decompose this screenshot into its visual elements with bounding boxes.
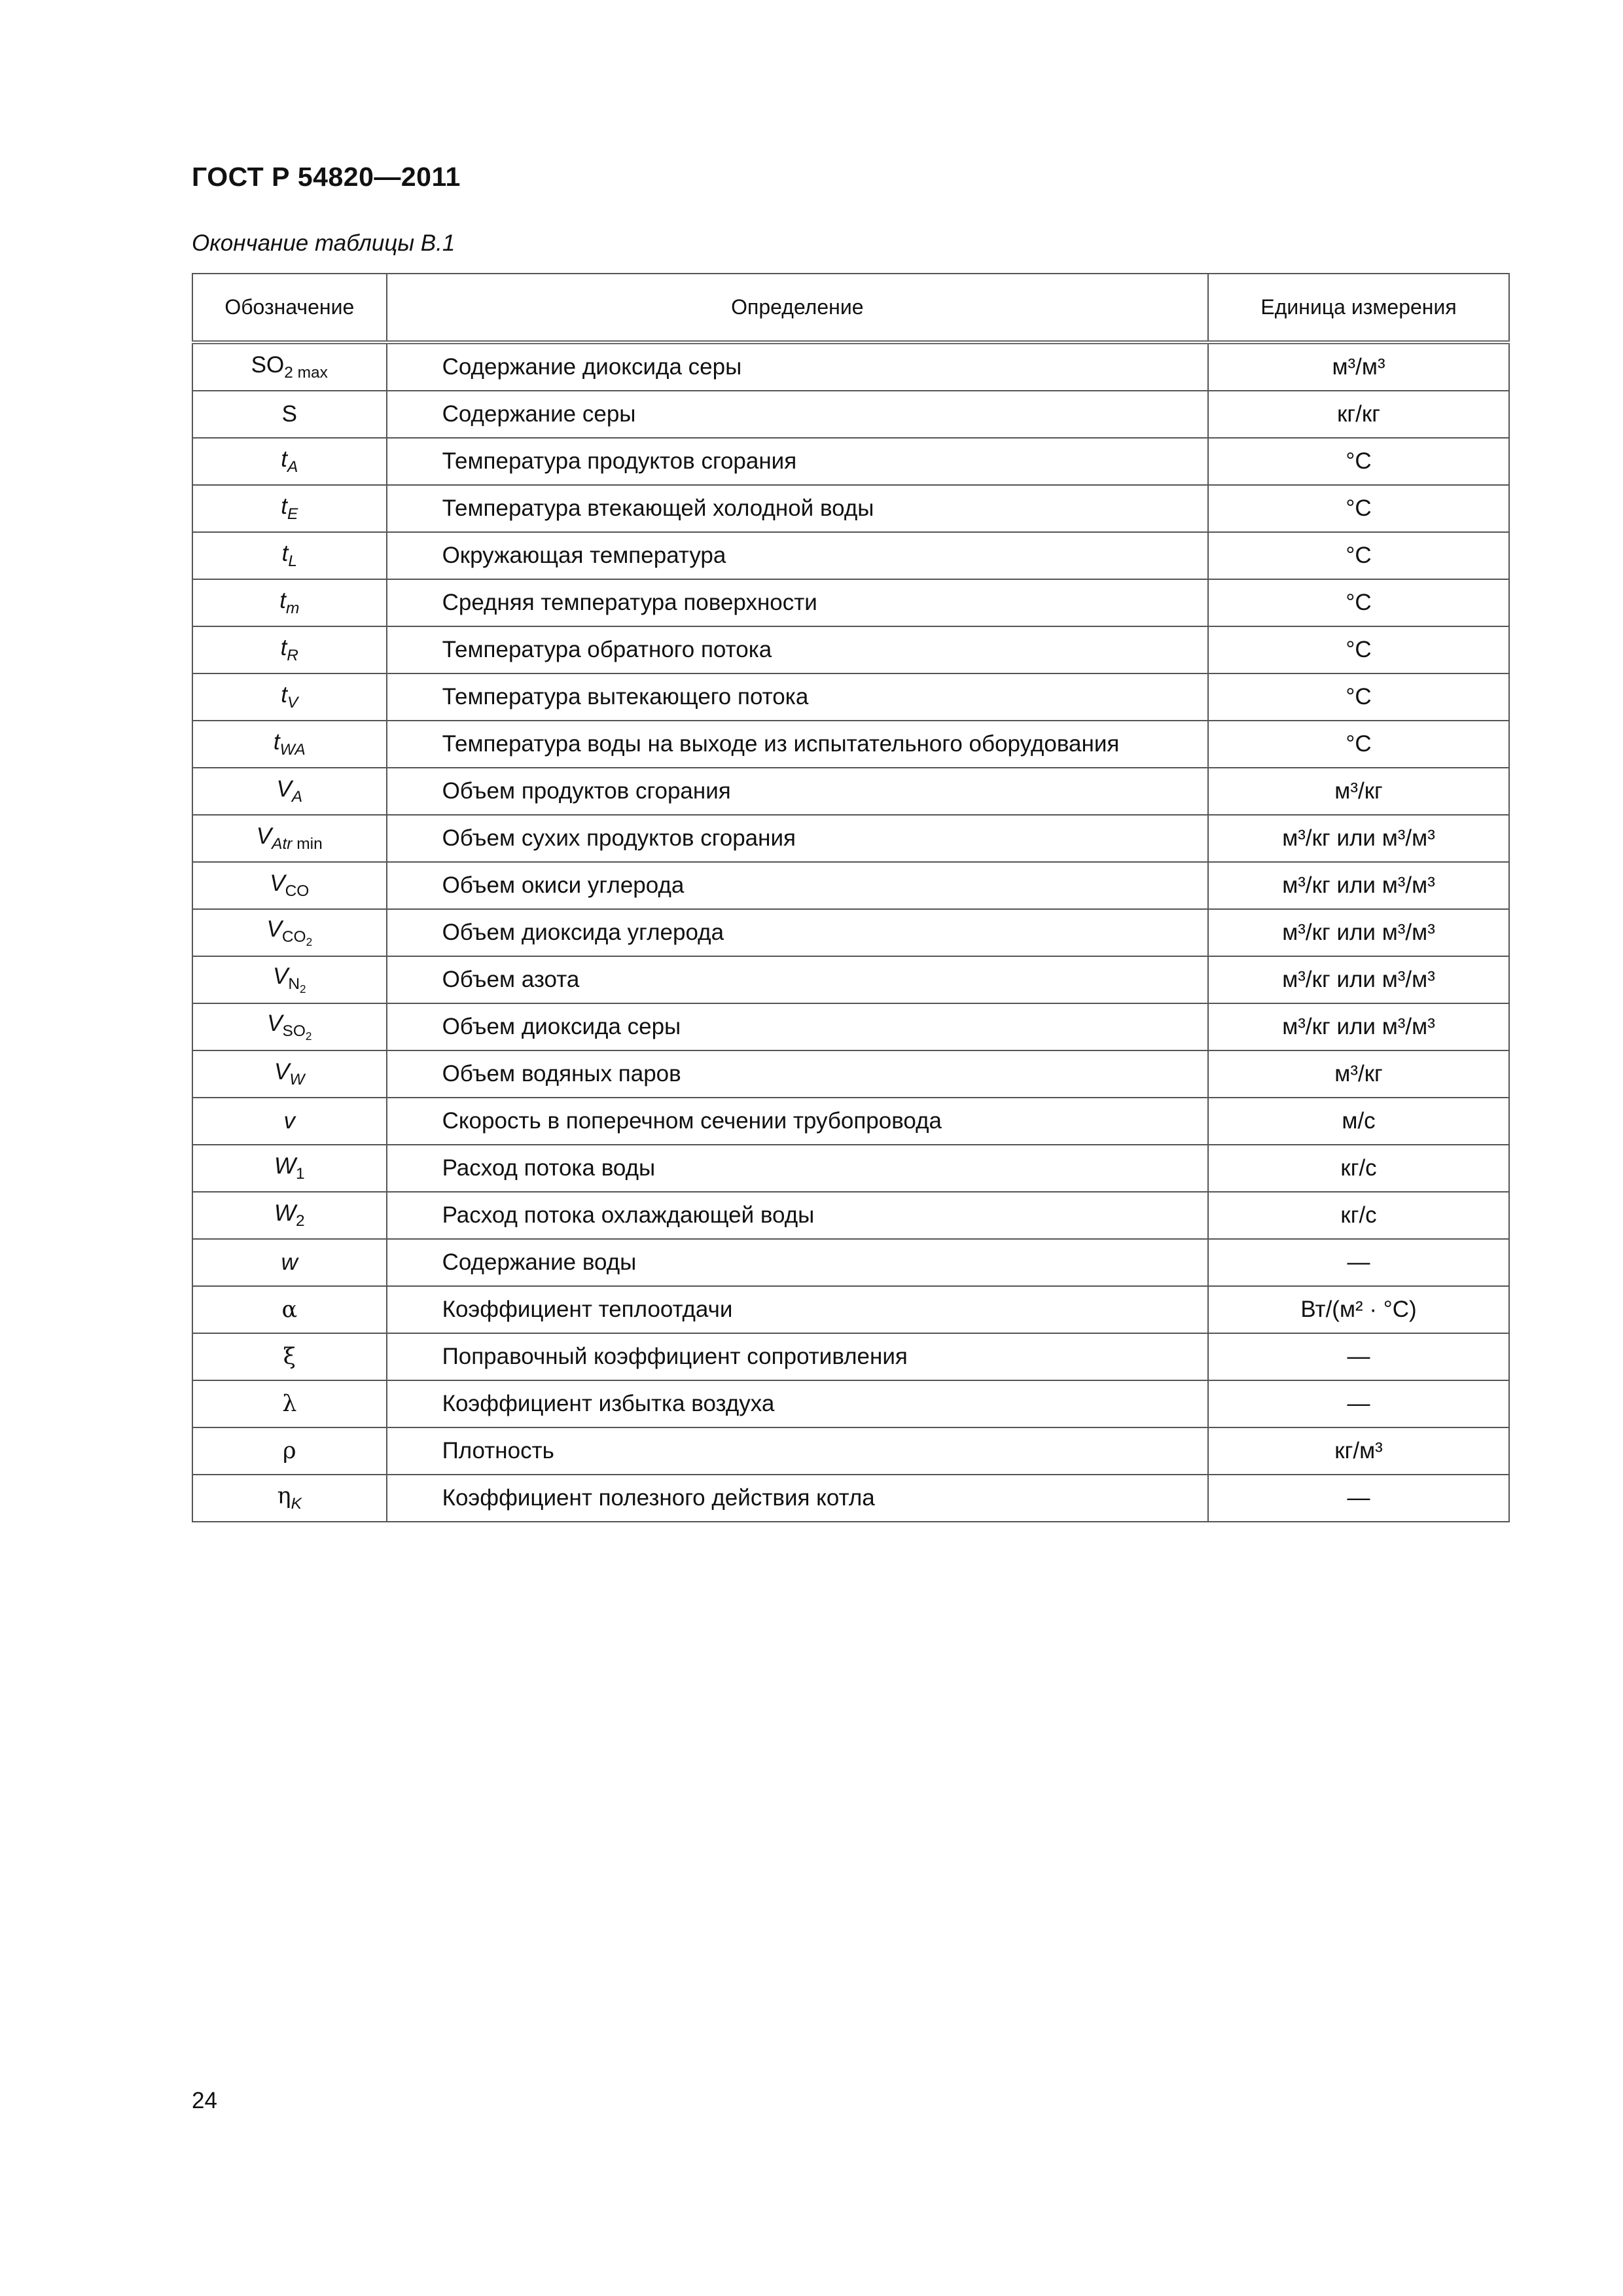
table-row — [192, 1050, 1509, 1098]
table-row — [192, 1475, 1509, 1522]
table-row — [192, 862, 1509, 909]
table-row — [192, 815, 1509, 862]
symbol-main: t — [281, 446, 287, 472]
symbol-subscript — [288, 552, 297, 570]
symbol-cell — [192, 909, 387, 956]
definition-cell: Объем сухих продуктов сгорания — [387, 815, 1208, 862]
symbol-cell — [192, 438, 387, 485]
subscript-extra: min — [292, 835, 323, 853]
symbol-main: V — [267, 1011, 283, 1037]
table-body — [192, 342, 1509, 1522]
symbol-cell — [192, 532, 387, 579]
nested-subscript: 2 — [305, 1029, 312, 1043]
symbol-main: W — [274, 1200, 296, 1226]
definition-cell: Температура вытекающего потока — [387, 673, 1208, 721]
symbol-cell — [192, 1239, 387, 1286]
unit-cell: °C — [1208, 438, 1509, 485]
symbol-cell — [192, 1333, 387, 1380]
symbol-main: λ — [282, 1391, 297, 1417]
unit-cell: — — [1208, 1380, 1509, 1427]
unit-cell: кг/с — [1208, 1145, 1509, 1192]
table-row — [192, 673, 1509, 721]
table-header-row — [192, 274, 1509, 342]
definition-cell: Объем азота — [387, 956, 1208, 1003]
symbol-subscript — [296, 1212, 305, 1230]
subscript-text: E — [287, 505, 298, 523]
table-row — [192, 391, 1509, 438]
unit-cell: °C — [1208, 673, 1509, 721]
symbol-subscript — [284, 364, 328, 382]
symbol-cell — [192, 1286, 387, 1333]
symbol-cell — [192, 1427, 387, 1475]
subscript-text: CO — [285, 882, 310, 900]
symbol-cell — [192, 673, 387, 721]
symbol-main: α — [281, 1297, 298, 1323]
symbol-cell — [192, 1098, 387, 1145]
table-row — [192, 1286, 1509, 1333]
symbol-subscript — [296, 1165, 305, 1183]
subscript-text: 2 max — [284, 364, 328, 382]
definition-cell: Объем продуктов сгорания — [387, 768, 1208, 815]
symbol-subscript — [287, 458, 298, 476]
subscript-text: 1 — [295, 1165, 305, 1183]
symbol-cell — [192, 342, 387, 391]
unit-cell: °C — [1208, 721, 1509, 768]
definition-cell: Температура втекающей холодной воды — [387, 485, 1208, 532]
table-row — [192, 438, 1509, 485]
symbol-main: ξ — [283, 1344, 296, 1370]
table-row — [192, 721, 1509, 768]
symbol-cell — [192, 956, 387, 1003]
subscript-text: W — [289, 1071, 305, 1088]
table-row — [192, 909, 1509, 956]
symbol-main: t — [280, 635, 287, 660]
symbol-main: ρ — [283, 1438, 296, 1464]
unit-cell: °C — [1208, 579, 1509, 626]
unit-cell: м³/м³ — [1208, 342, 1509, 391]
definition-cell: Содержание воды — [387, 1239, 1208, 1286]
table-row — [192, 1098, 1509, 1145]
definition-cell: Объем диоксида серы — [387, 1003, 1208, 1050]
symbol-subscript — [287, 694, 298, 711]
table-row — [192, 1145, 1509, 1192]
definition-cell: Средняя температура поверхности — [387, 579, 1208, 626]
unit-cell: — — [1208, 1475, 1509, 1522]
symbol-main: W — [274, 1153, 296, 1179]
unit-cell: м³/кг или м³/м³ — [1208, 862, 1509, 909]
definition-cell: Температура продуктов сгорания — [387, 438, 1208, 485]
unit-cell: °C — [1208, 485, 1509, 532]
table-row — [192, 342, 1509, 391]
symbol-cell — [192, 1145, 387, 1192]
table-row — [192, 532, 1509, 579]
symbol-subscript — [287, 647, 298, 664]
table-row — [192, 485, 1509, 532]
symbol-main: t — [281, 541, 289, 566]
table-row — [192, 626, 1509, 673]
column-header-unit: Единица измерения — [1208, 274, 1509, 342]
definition-cell: Температура воды на выходе из испытательного оборудования — [387, 721, 1208, 768]
definition-cell: Поправочный коэффициент сопротивления — [387, 1333, 1208, 1380]
table-row — [192, 1003, 1509, 1050]
unit-cell: м/с — [1208, 1098, 1509, 1145]
symbol-cell — [192, 391, 387, 438]
column-header-symbol: Обозначение — [192, 274, 387, 342]
nested-subscript: 2 — [306, 935, 313, 948]
definition-cell: Плотность — [387, 1427, 1208, 1475]
symbol-subscript — [282, 928, 312, 946]
subscript-text: N — [288, 975, 300, 994]
unit-cell: м³/кг — [1208, 1050, 1509, 1098]
unit-cell: кг/м³ — [1208, 1427, 1509, 1475]
definition-cell: Расход потока воды — [387, 1145, 1208, 1192]
unit-cell: — — [1208, 1239, 1509, 1286]
symbol-cell — [192, 626, 387, 673]
symbol-main: t — [281, 682, 287, 708]
symbol-main: SO — [251, 352, 285, 378]
symbol-main: S — [281, 401, 297, 427]
subscript-text: SO — [282, 1022, 306, 1041]
definition-cell: Содержание серы — [387, 391, 1208, 438]
symbol-cell — [192, 768, 387, 815]
unit-cell: м³/кг или м³/м³ — [1208, 956, 1509, 1003]
subscript-text: L — [288, 552, 297, 570]
subscript-text: V — [287, 694, 298, 711]
document-code: ГОСТ Р 54820—2011 — [192, 162, 461, 192]
symbol-cell — [192, 485, 387, 532]
symbol-subscript — [272, 835, 323, 853]
symbols-table — [192, 273, 1510, 1522]
table-row — [192, 1380, 1509, 1427]
nested-subscript: 2 — [300, 982, 306, 996]
symbol-main: t — [281, 493, 287, 519]
definition-cell: Расход потока охлаждающей воды — [387, 1192, 1208, 1239]
table-row — [192, 1239, 1509, 1286]
definition-cell: Объем диоксида углерода — [387, 909, 1208, 956]
symbol-cell — [192, 815, 387, 862]
definition-cell: Коэффициент избытка воздуха — [387, 1380, 1208, 1427]
definition-cell: Окружающая температура — [387, 532, 1208, 579]
symbol-main: V — [274, 1059, 290, 1085]
definition-cell: Коэффициент теплоотдачи — [387, 1286, 1208, 1333]
symbol-subscript — [288, 975, 306, 996]
definition-cell: Объем окиси углерода — [387, 862, 1208, 909]
definition-cell: Температура обратного потока — [387, 626, 1208, 673]
definition-cell: Коэффициент полезного действия котла — [387, 1475, 1208, 1522]
table-caption: Окончание таблицы В.1 — [192, 230, 455, 256]
symbol-subscript — [282, 1022, 312, 1043]
symbol-main: V — [266, 916, 282, 942]
symbol-main: V — [270, 870, 285, 896]
symbol-subscript — [292, 788, 302, 806]
symbol-cell — [192, 1380, 387, 1427]
symbol-main: V — [276, 776, 292, 802]
subscript-text: A — [291, 788, 303, 806]
unit-cell: °C — [1208, 626, 1509, 673]
subscript-text: A — [287, 458, 298, 476]
symbol-cell — [192, 1003, 387, 1050]
subscript-text: R — [287, 647, 298, 664]
symbol-cell — [192, 579, 387, 626]
unit-cell: м³/кг или м³/м³ — [1208, 815, 1509, 862]
unit-cell: °C — [1208, 532, 1509, 579]
subscript-text: 2 — [295, 1212, 305, 1230]
table-row — [192, 1427, 1509, 1475]
symbol-subscript — [280, 741, 306, 759]
table-row — [192, 1192, 1509, 1239]
definition-cell: Скорость в поперечном сечении трубопровода — [387, 1098, 1208, 1145]
unit-cell: кг/с — [1208, 1192, 1509, 1239]
unit-cell: — — [1208, 1333, 1509, 1380]
table-row — [192, 956, 1509, 1003]
symbol-main: w — [281, 1249, 298, 1275]
unit-cell: кг/кг — [1208, 391, 1509, 438]
table-row — [192, 1333, 1509, 1380]
symbol-main: V — [272, 963, 289, 990]
unit-cell: м³/кг или м³/м³ — [1208, 1003, 1509, 1050]
symbol-main: v — [283, 1108, 296, 1134]
symbol-cell — [192, 862, 387, 909]
symbol-main: t — [279, 588, 286, 613]
symbol-main: t — [273, 729, 280, 755]
symbol-subscript — [286, 600, 299, 617]
subscript-text: Atr — [272, 835, 293, 853]
symbol-cell — [192, 721, 387, 768]
symbol-cell — [192, 1475, 387, 1522]
column-header-definition: Определение — [387, 274, 1208, 342]
subscript-text: m — [285, 600, 300, 617]
unit-cell: м³/кг — [1208, 768, 1509, 815]
symbol-subscript — [287, 505, 298, 523]
symbol-cell — [192, 1192, 387, 1239]
subscript-text: CO — [281, 928, 306, 946]
subscript-text: K — [291, 1495, 302, 1513]
symbol-subscript — [291, 1495, 302, 1513]
symbol-main: V — [256, 823, 272, 849]
symbol-subscript — [285, 882, 310, 900]
symbol-subscript — [289, 1071, 304, 1088]
symbol-cell — [192, 1050, 387, 1098]
definition-cell: Объем водяных паров — [387, 1050, 1208, 1098]
unit-cell: Вт/(м² · °C) — [1208, 1286, 1509, 1333]
page-number: 24 — [192, 2088, 217, 2113]
unit-cell: м³/кг или м³/м³ — [1208, 909, 1509, 956]
definition-cell: Содержание диоксида серы — [387, 342, 1208, 391]
table-row — [192, 768, 1509, 815]
table-row — [192, 579, 1509, 626]
subscript-text: WA — [279, 741, 306, 759]
symbol-main: η — [277, 1483, 291, 1509]
